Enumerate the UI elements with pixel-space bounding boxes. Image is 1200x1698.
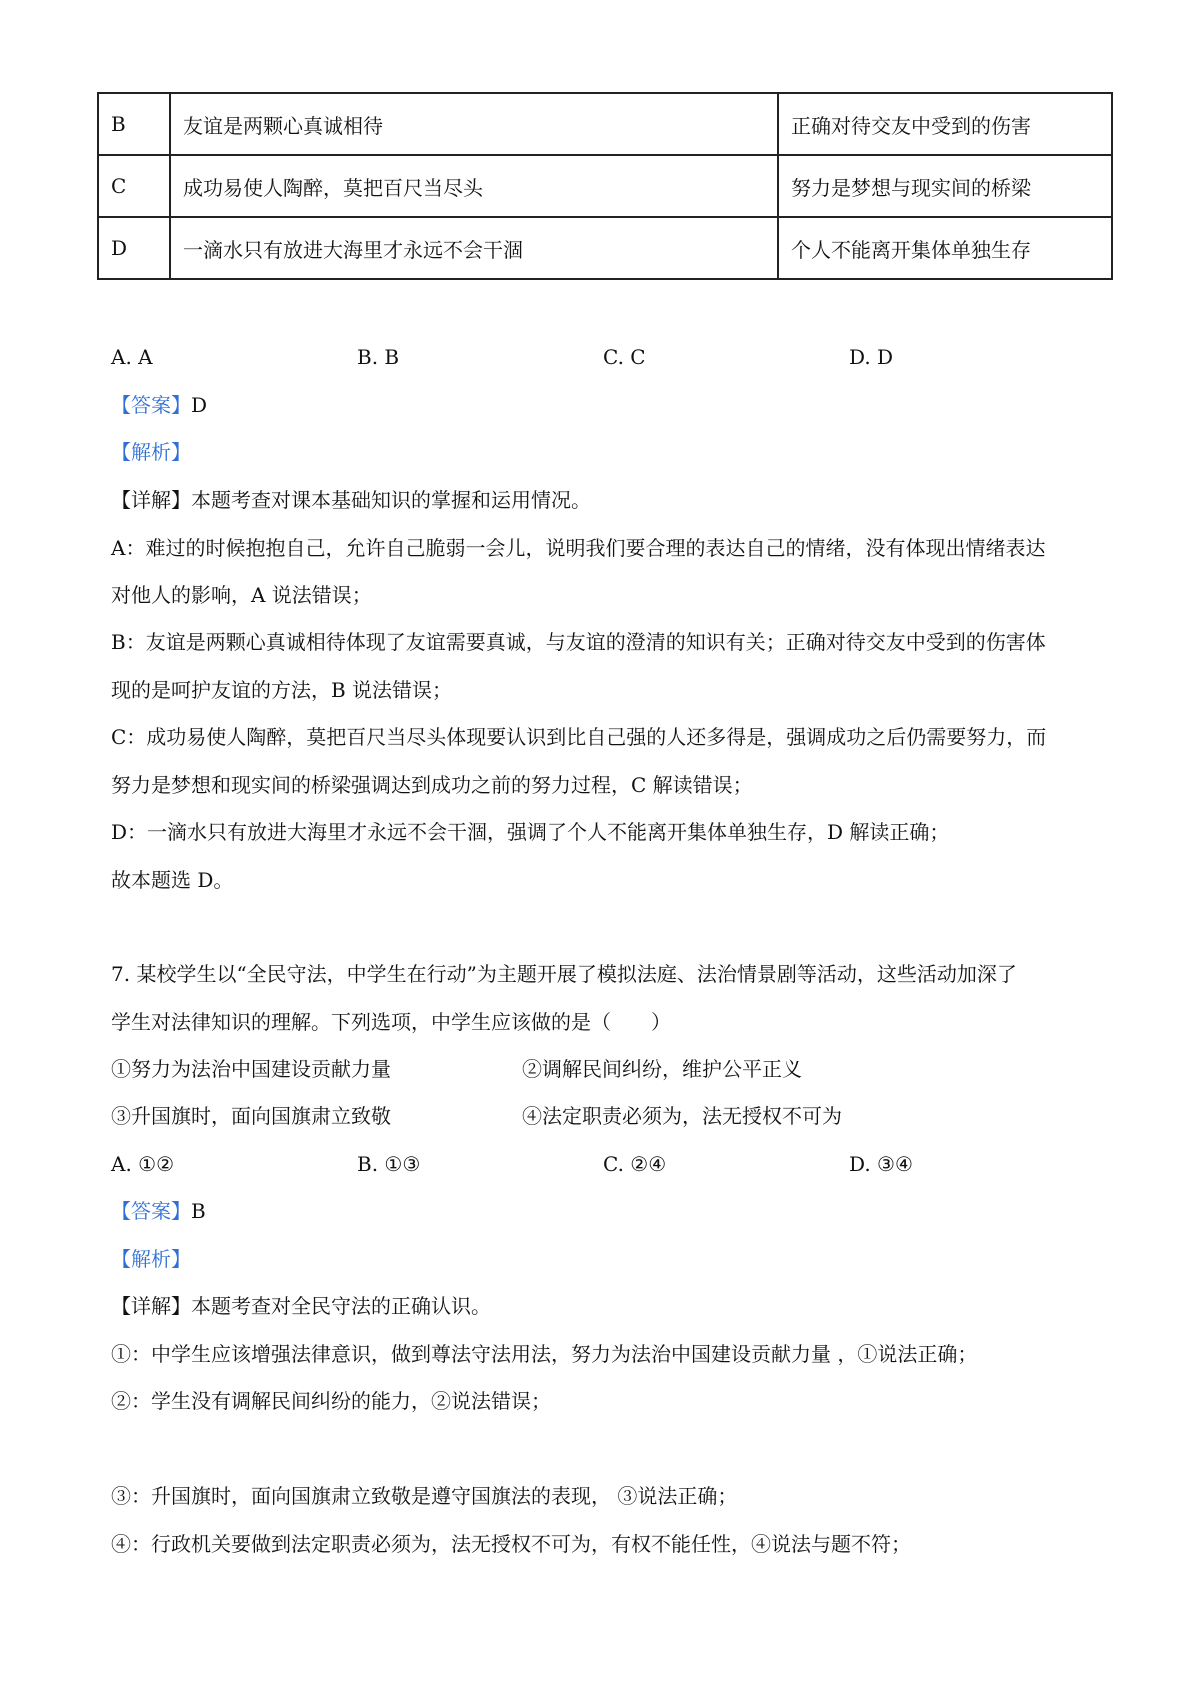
- table-row: [98, 93, 1112, 155]
- answer-tag: 【答案】: [111, 1199, 191, 1223]
- q6-detail-line: A：难过的时候抱抱自己，允许自己脆弱一会儿，说明我们要合理的表达自己的情绪，没有体现出情绪表达: [111, 536, 1046, 560]
- q7-detail-line: ④：行政机关要做到法定职责必须为，法无授权不可为，有权不能任性，④说法与题不符；: [111, 1532, 911, 1556]
- q6-detail-line: C：成功易使人陶醉，莫把百尺当尽头体现要认识到比自己强的人还多得是，强调成功之后仍需要努力，而: [111, 725, 1047, 749]
- q6-choice-d: D. D: [849, 345, 894, 369]
- table-row: [98, 155, 1112, 217]
- q7-stem-line: 学生对法律知识的理解。下列选项，中学生应该做的是（ ）: [111, 1010, 671, 1034]
- q6-choice-c: C. C: [603, 345, 646, 369]
- row-key: B: [98, 93, 170, 155]
- q7-detail-line: ①：中学生应该增强法律意识，做到尊法守法用法，努力为法治中国建设贡献力量 ，①说法正确；: [111, 1342, 978, 1366]
- q6-analysis-heading: [111, 438, 191, 466]
- table-row: [98, 217, 1112, 279]
- q7-detail-intro: [111, 1292, 491, 1320]
- detail-text: 本题考查对全民守法的正确认识。: [191, 1294, 491, 1318]
- row-meaning: 努力是梦想与现实间的桥梁: [778, 155, 1112, 217]
- q7-choice-c: C. ②④: [603, 1152, 667, 1176]
- q7-item: ③升国旗时，面向国旗肃立致敬: [111, 1104, 391, 1128]
- analysis-tag: 【解析】: [111, 440, 191, 464]
- q7-choice-a: A. ①②: [111, 1152, 175, 1176]
- q7-choice-b: B. ①③: [357, 1152, 421, 1176]
- q6-detail-line: D：一滴水只有放进大海里才永远不会干涸，强调了个人不能离开集体单独生存，D 解读正确；: [111, 820, 950, 844]
- q7-analysis-heading: [111, 1245, 191, 1273]
- detail-tag: 【详解】: [111, 488, 191, 512]
- options-table: [97, 92, 1113, 280]
- q6-detail-line: 现的是呵护友谊的方法，B 说法错误；: [111, 678, 453, 702]
- q7-detail-line: ②：学生没有调解民间纠纷的能力，②说法错误；: [111, 1389, 551, 1413]
- q7-stem-line: 7. 某校学生以“全民守法，中学生在行动”为主题开展了模拟法庭、法治情景剧等活动，这些活动加深了: [111, 962, 1017, 986]
- row-quote: 一滴水只有放进大海里才永远不会干涸: [170, 217, 778, 279]
- q7-detail-line: ③：升国旗时，面向国旗肃立致敬是遵守国旗法的表现， ③说法正确；: [111, 1484, 738, 1508]
- answer-value: B: [191, 1199, 206, 1223]
- q7-item: ②调解民间纠纷，维护公平正义: [522, 1057, 802, 1081]
- row-quote: 友谊是两颗心真诚相待: [170, 93, 778, 155]
- answer-tag: 【答案】: [111, 393, 191, 417]
- row-quote: 成功易使人陶醉，莫把百尺当尽头: [170, 155, 778, 217]
- q6-detail-line: 对他人的影响，A 说法错误；: [111, 583, 372, 607]
- row-key: C: [98, 155, 170, 217]
- row-meaning: 个人不能离开集体单独生存: [778, 217, 1112, 279]
- row-key: D: [98, 217, 170, 279]
- q7-answer: [111, 1197, 206, 1225]
- q7-item: ①努力为法治中国建设贡献力量: [111, 1057, 391, 1081]
- q7-item: ④法定职责必须为，法无授权不可为: [522, 1104, 842, 1128]
- detail-tag: 【详解】: [111, 1294, 191, 1318]
- analysis-tag: 【解析】: [111, 1247, 191, 1271]
- row-meaning: 正确对待交友中受到的伤害: [778, 93, 1112, 155]
- q6-detail-line: B：友谊是两颗心真诚相待体现了友谊需要真诚，与友谊的澄清的知识有关；正确对待交友中受到的伤害体: [111, 630, 1046, 654]
- q6-detail-line: 故本题选 D。: [111, 868, 234, 892]
- q6-detail-intro: [111, 486, 591, 514]
- q6-detail-line: 努力是梦想和现实间的桥梁强调达到成功之前的努力过程，C 解读错误；: [111, 773, 753, 797]
- q6-choice-a: A. A: [111, 345, 153, 369]
- q7-choice-d: D. ③④: [849, 1152, 913, 1176]
- answer-value: D: [191, 393, 208, 417]
- q6-choice-b: B. B: [357, 345, 400, 369]
- q6-answer: [111, 391, 207, 419]
- detail-text: 本题考查对课本基础知识的掌握和运用情况。: [191, 488, 591, 512]
